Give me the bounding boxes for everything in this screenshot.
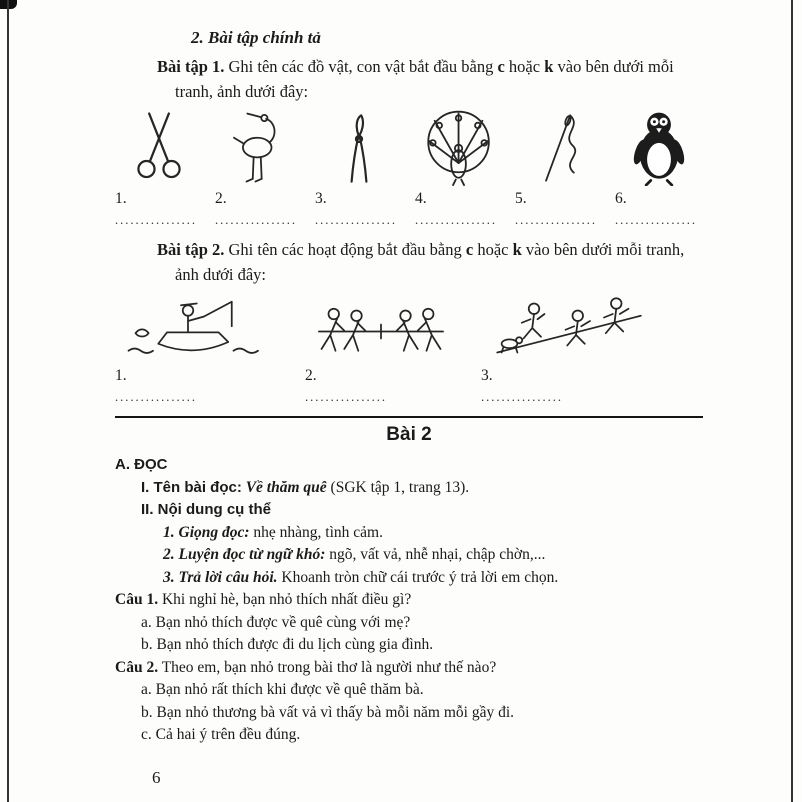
question-1 xyxy=(115,589,703,612)
scissors-image xyxy=(115,108,203,186)
exercise1-item-2 xyxy=(215,108,303,229)
exercise1-item-1 xyxy=(115,108,203,229)
exercise2-images-row xyxy=(115,291,703,406)
item-number: 2. xyxy=(215,190,227,207)
letter-c: c xyxy=(465,240,474,259)
needle-and-thread-image xyxy=(515,108,603,186)
item-number: 6. xyxy=(615,190,627,207)
point-2-text: ngõ, vất vả, nhễ nhại, chập chờn,... xyxy=(329,546,546,563)
letter-c: c xyxy=(497,57,505,76)
exercise2-text: Ghi tên các hoạt động bắt đầu bằng xyxy=(228,240,466,259)
item-number: 3. xyxy=(315,190,327,207)
answer-line: ................ xyxy=(415,213,497,227)
letter-k: k xyxy=(512,240,522,259)
peacock-image xyxy=(415,108,503,186)
page-edge-left xyxy=(7,0,9,802)
exercise1-images-row xyxy=(115,108,703,229)
point-1-text: nhẹ nhàng, tình cảm. xyxy=(253,523,383,541)
item-number: 5. xyxy=(515,190,527,207)
point-3-text: Khoanh tròn chữ cái trước ý trả lời em chọn. xyxy=(281,568,559,586)
penguin-image xyxy=(615,108,703,186)
question-2-option-b: b. Bạn nhỏ thương bà vất vả vì thấy bà mỗi năm mỗi gầy đi. xyxy=(141,703,515,721)
question-2-text: Theo em, bạn nhỏ trong bài thơ là người như thế nào? xyxy=(161,658,497,676)
question-2-option-c: c. Cả hai ý trên đều đúng. xyxy=(141,726,301,743)
reading-title-name: Về thăm quê xyxy=(245,478,327,496)
question-2-option-a: a. Bạn nhỏ rất thích khi được về quê thăm bà. xyxy=(141,681,424,698)
children-playing-image xyxy=(481,291,671,363)
stork-image xyxy=(215,108,303,186)
page-edge-right xyxy=(791,0,793,802)
exercise2-item-1 xyxy=(115,291,291,406)
exercise2-intro xyxy=(115,237,703,287)
point-1-label: 1. Giọng đọc: xyxy=(163,523,250,541)
question-2 xyxy=(115,657,703,680)
item-number: 2. xyxy=(305,367,317,384)
page-content xyxy=(115,28,703,747)
exercise2-text: vào bên dưới mỗi tranh, ảnh dưới đây: xyxy=(175,240,685,284)
content-heading: II. Nội dung cụ thể xyxy=(141,501,271,518)
answer-line: ................ xyxy=(481,390,563,404)
answer-line: ................ xyxy=(315,213,397,227)
point-2 xyxy=(163,544,703,567)
exercise1-item-3 xyxy=(315,108,403,229)
exercise1-item-6 xyxy=(615,108,703,229)
section-divider xyxy=(115,416,703,418)
exercise1-intro xyxy=(115,54,703,104)
item-number: 3. xyxy=(481,367,493,384)
exercise2-item-2 xyxy=(305,291,467,406)
point-1 xyxy=(163,522,703,545)
point-2-label: 2. Luyện đọc từ ngữ khó: xyxy=(163,546,326,563)
question-1-option-a: a. Bạn nhỏ thích được về quê cùng với mẹ? xyxy=(141,613,411,631)
question-1-option-b: b. Bạn nhỏ thích được đi du lịch cùng gia đình. xyxy=(141,636,434,653)
point-3-label: 3. Trả lời câu hỏi. xyxy=(163,568,278,586)
answer-line: ................ xyxy=(305,390,387,404)
exercise1-item-4 xyxy=(415,108,503,229)
exercise1-item-5 xyxy=(515,108,603,229)
reading-title-source: (SGK tập 1, trang 13). xyxy=(330,478,470,496)
fishing-image xyxy=(115,291,291,363)
item-number: 1. xyxy=(115,367,127,384)
answer-line: ................ xyxy=(615,213,697,227)
reading-section xyxy=(115,454,703,747)
item-number: 4. xyxy=(415,190,427,207)
doc-heading: A. ĐỌC xyxy=(115,456,168,473)
exercise2-item-3 xyxy=(481,291,671,406)
answer-line: ................ xyxy=(515,213,597,227)
question-1-text: Khi nghỉ hè, bạn nhỏ thích nhất điều gì? xyxy=(161,591,412,608)
exercise1-label: Bài tập 1. xyxy=(157,57,225,76)
exercise2-label: Bài tập 2. xyxy=(157,240,225,259)
lesson-title: Bài 2 xyxy=(386,424,432,445)
question-2-label: Câu 2. xyxy=(115,658,159,676)
item-number: 1. xyxy=(115,190,127,207)
pliers-image xyxy=(315,108,403,186)
point-3 xyxy=(163,567,703,590)
exercise1-text: vào bên dưới mỗi tranh, ảnh dưới đây: xyxy=(175,57,674,101)
answer-line: ................ xyxy=(115,390,197,404)
exercise1-text: Ghi tên các đồ vật, con vật bắt đầu bằng xyxy=(228,57,498,76)
answer-line: ................ xyxy=(215,213,297,227)
exercise1-text: hoặc xyxy=(504,57,545,76)
page-number: 6 xyxy=(152,768,161,787)
answer-line: ................ xyxy=(115,213,197,227)
reading-title-label: I. Tên bài đọc: xyxy=(141,478,242,496)
tug-of-war-image xyxy=(305,291,467,363)
letter-k: k xyxy=(544,57,554,76)
section-heading: 2. Bài tập chính tả xyxy=(191,28,321,47)
reading-title-line xyxy=(141,477,703,500)
question-1-label: Câu 1. xyxy=(115,591,159,608)
exercise2-text: hoặc xyxy=(473,240,513,259)
